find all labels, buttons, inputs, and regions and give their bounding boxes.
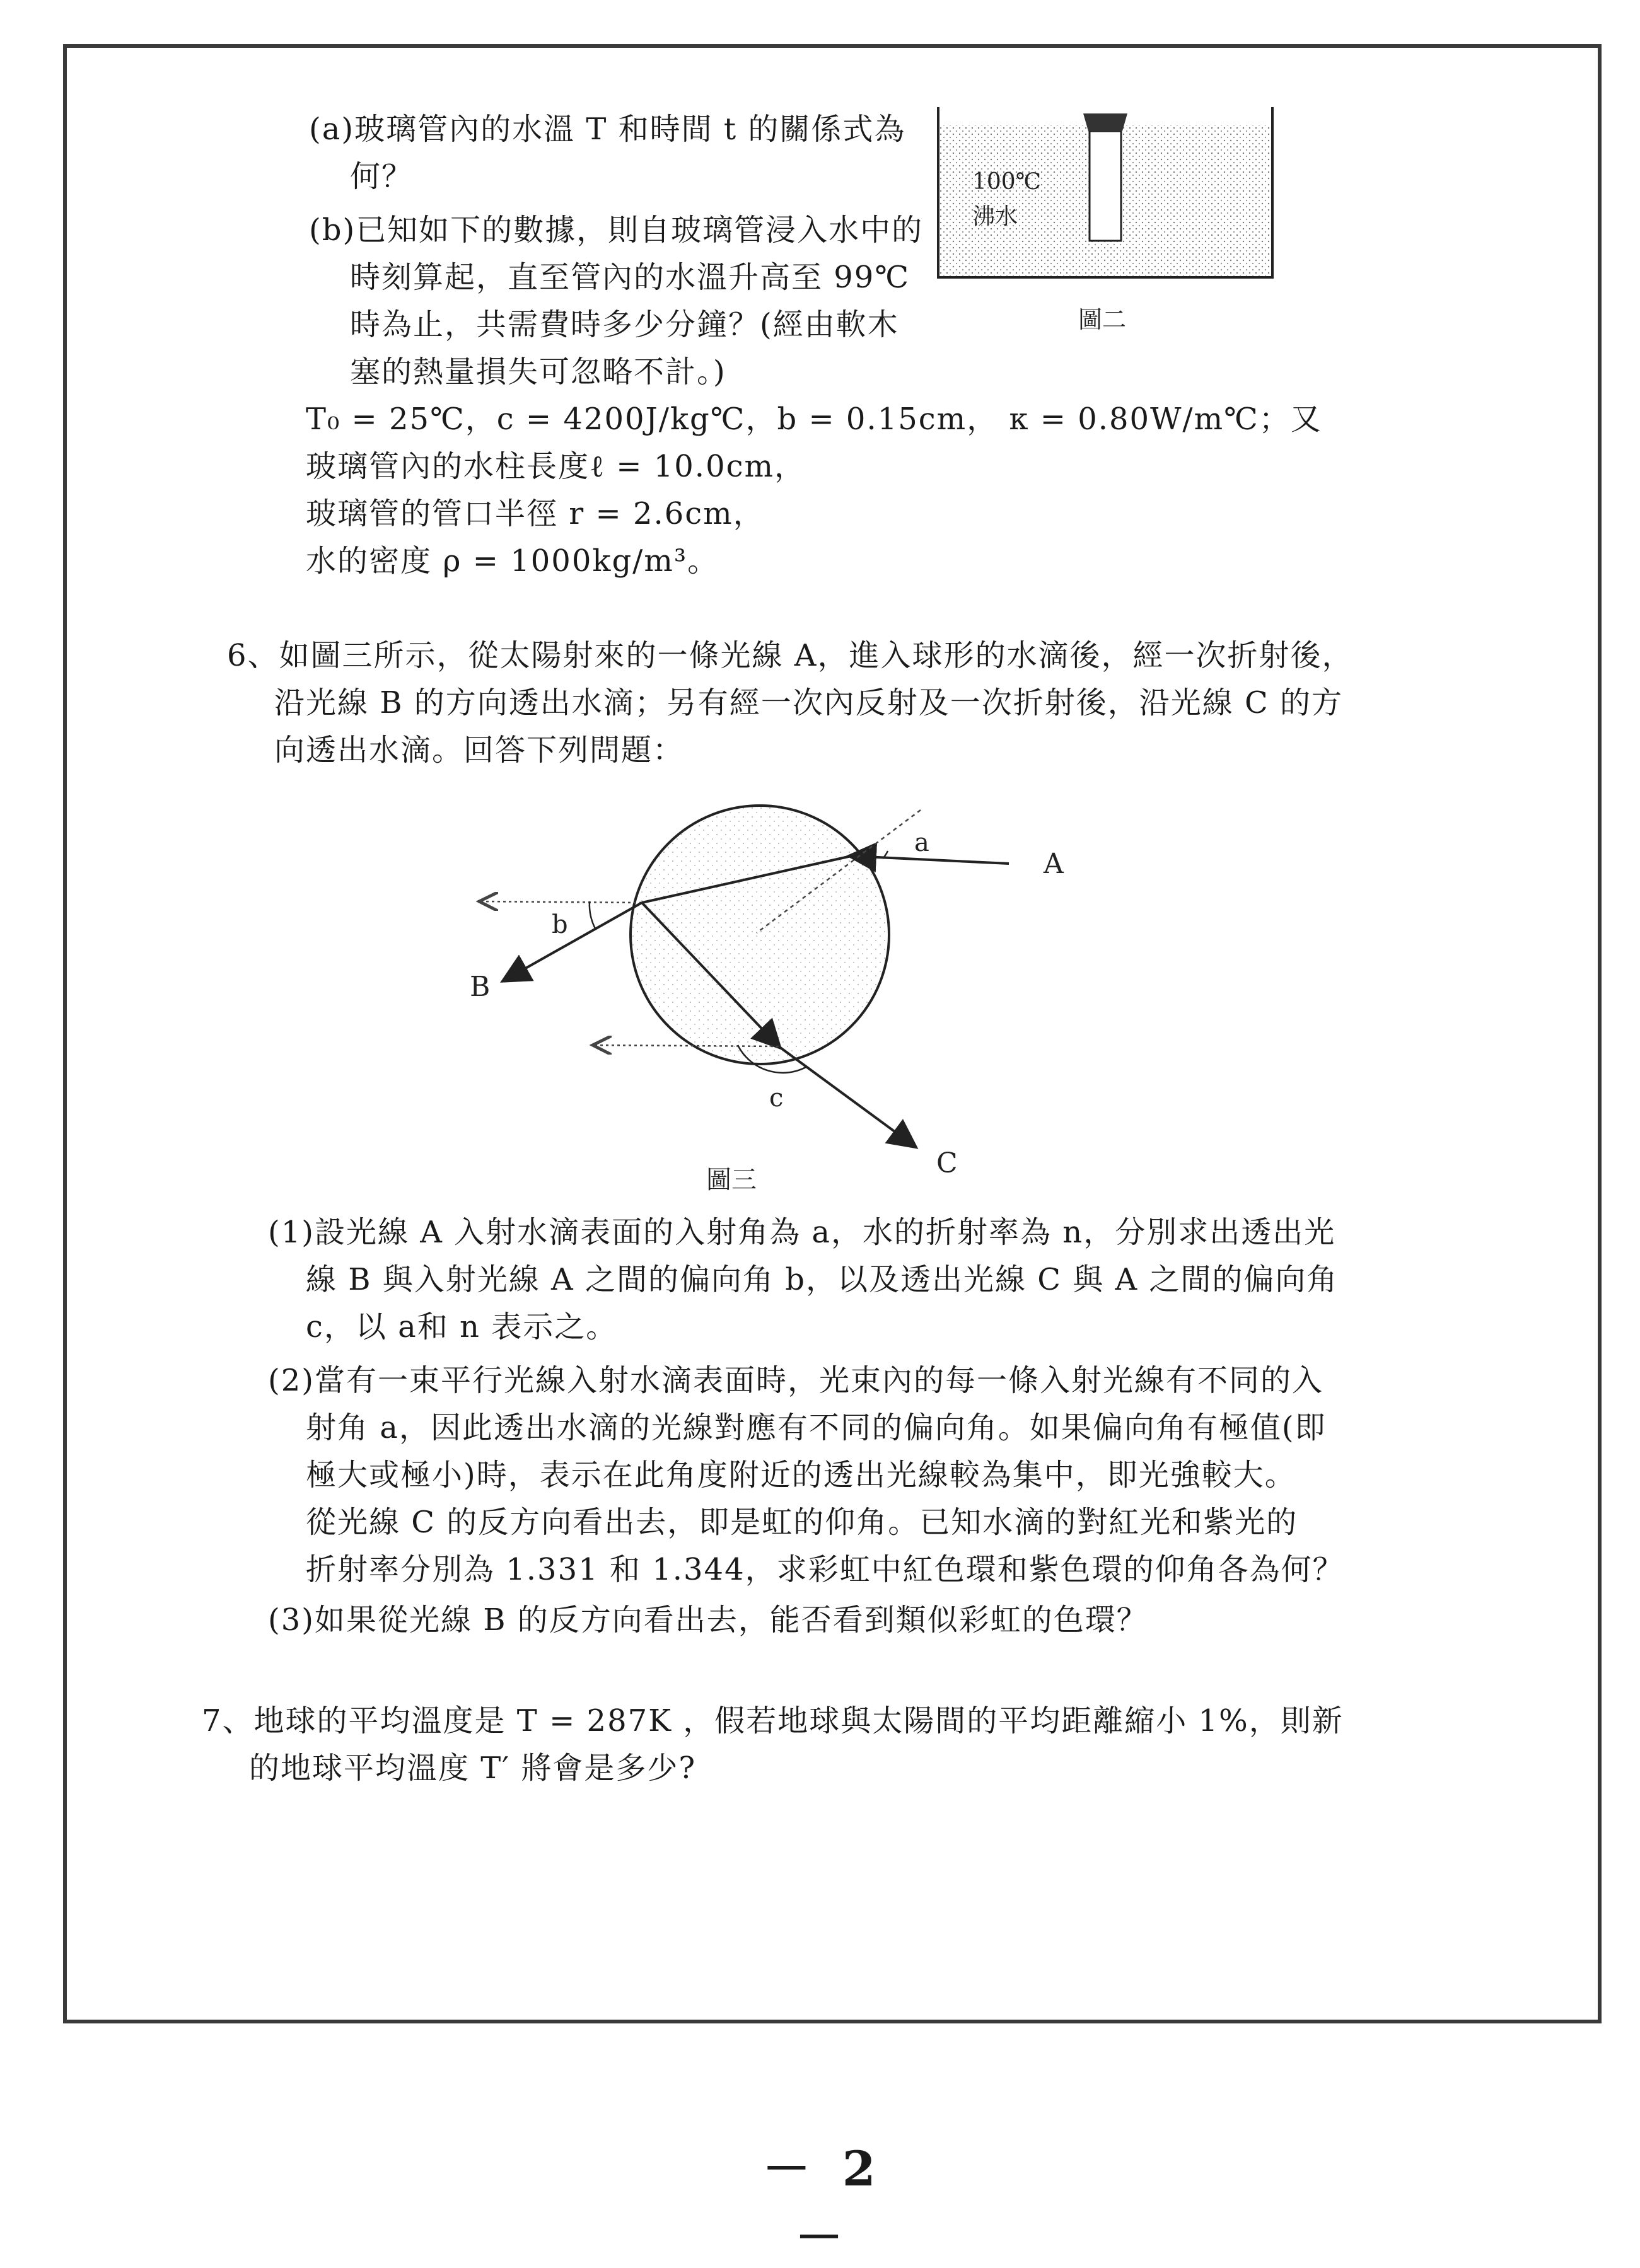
q5-data-line-3: 玻璃管的管口半徑 r = 2.6cm， [306,496,765,531]
q5-part-a-line-1: (a)玻璃管內的水溫 T 和時間 t 的關係式為 [309,112,906,147]
q5-data-line-4: 水的密度 ρ = 1000kg/m³。 [306,543,719,579]
label-a: a [914,828,929,857]
q6-intro-line-2: 沿光線 B 的方向透出水滴；另有經一次內反射及一次折射後，沿光線 C 的方 [274,685,1344,720]
q7-line-2: 的地球平均溫度 T′ 將會是多少? [249,1750,697,1786]
q5-part-b-line-4: 塞的熱量損失可忽略不計。) [350,354,726,390]
q6-sub1-line-1: (1)設光線 A 入射水滴表面的入射角為 a，水的折射率為 n，分別求出透出光 [268,1215,1336,1250]
glass-tube [1090,131,1121,241]
q6-intro-line-1: 6、如圖三所示，從太陽射來的一條光線 A，進入球形的水滴後，經一次折射後， [227,638,1354,673]
label-ray-c: C [936,1147,958,1179]
cork-stopper [1083,113,1127,131]
temp-label: 100℃ [972,169,1041,195]
label-ray-b: B [470,971,491,1003]
ray-c [779,1046,914,1146]
q6-sub2-line-4: 從光線 C 的反方向看出去，即是虹的仰角。已知水滴的對紅光和紫光的 [306,1505,1298,1540]
figure-3 [441,788,1072,1219]
q5-part-b-line-3: 時為止，共需費時多少分鐘？(經由軟木 [350,307,899,342]
q7-line-1: 7、地球的平均溫度是 T = 287K ，假若地球與太陽間的平均距離縮小 1%，則新 [202,1703,1344,1739]
q5-part-b-line-1: (b)已知如下的數據，則自玻璃管浸入水中的 [309,212,924,248]
label-c: c [769,1084,784,1113]
q6-sub1-line-2: 線 B 與入射光線 A 之間的偏向角 b，以及透出光線 C 與 A 之間的偏向角 [306,1262,1339,1297]
angle-b-arc [590,901,596,930]
ray-b [504,903,642,980]
q5-part-b-line-2: 時刻算起，直至管內的水溫升高至 99℃ [350,260,910,295]
water-label: 沸水 [972,204,1018,229]
reference-line-b [479,901,642,903]
figure-2-caption: 圖二 [1078,306,1127,333]
label-b: b [552,910,568,939]
figure-2 [933,95,1286,349]
q5-data-line-2: 玻璃管內的水柱長度ℓ = 10.0cm， [306,449,806,484]
q5-data-line-1: T₀ = 25℃，c = 4200J/kg℃，b = 0.15cm， κ = 0.80W/m℃；又 [306,402,1322,437]
q6-sub2-line-2: 射角 a，因此透出水滴的光線對應有不同的偏向角。如果偏向角有極值(即 [306,1410,1327,1445]
label-ray-a: A [1044,848,1064,880]
page-number: － 2 － [762,2141,883,2265]
figure-3-caption: 圖三 [706,1166,757,1195]
q6-sub2-line-1: (2)當有一束平行光線入射水滴表面時，光束內的每一條入射光線有不同的入 [268,1363,1323,1398]
q6-intro-line-3: 向透出水滴。回答下列問題： [274,732,685,768]
q5-part-a-line-2: 何？ [350,159,414,194]
q6-sub2-line-5: 折射率分別為 1.331 和 1.344，求彩虹中紅色環和紫色環的仰角各為何？ [306,1552,1344,1587]
ray-a [851,856,1009,864]
q6-sub3-line-1: (3)如果從光線 B 的反方向看出去，能否看到類似彩虹的色環？ [268,1602,1148,1638]
q6-sub2-line-3: 極大或極小)時，表示在此角度附近的透出光線較為集中，即光強較大。 [306,1457,1296,1493]
q6-sub1-line-3: c，以 a和 n 表示之。 [306,1309,618,1345]
